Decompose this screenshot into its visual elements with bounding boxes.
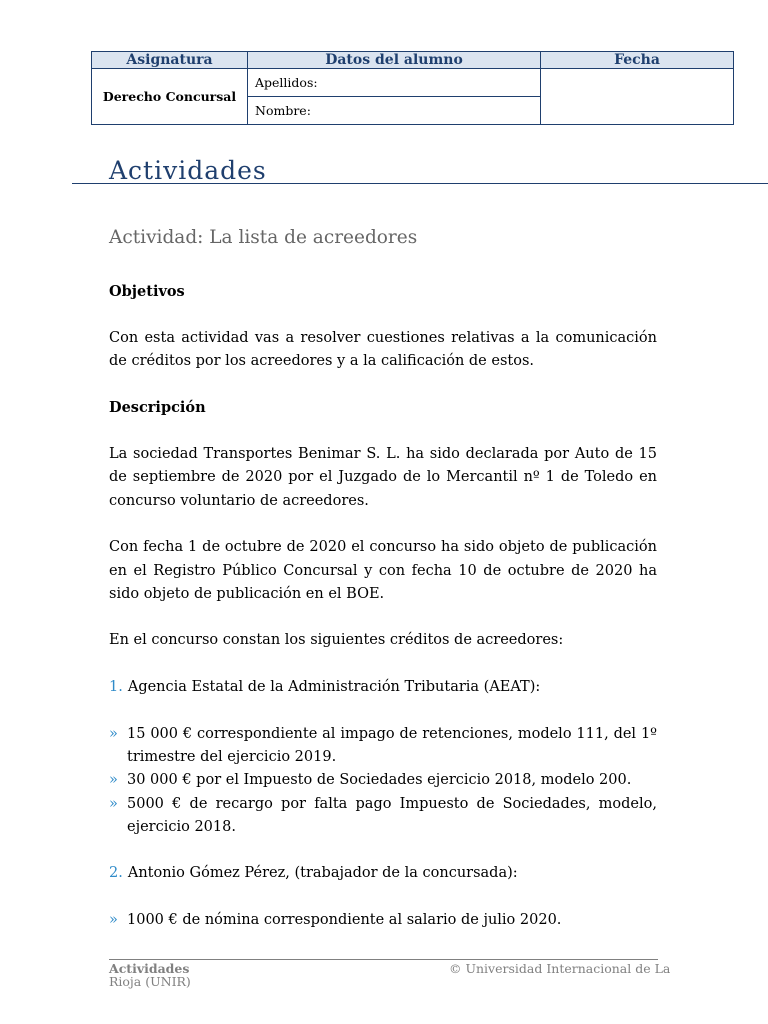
document-body [109,280,657,956]
footer-sub: Rioja (UNIR) [109,974,191,989]
bullet-icon: » [109,795,118,812]
date-field[interactable] [541,69,734,125]
claim-text: 15 000 € correspondiente al impago de retenciones, modelo 111, del 1º trimestre del ejercicio 2019. [127,725,657,765]
header-col-subject: Asignatura [92,52,248,69]
creditor-claims-list [109,723,657,839]
page-title: Actividades [109,156,267,185]
footer-title: Actividades [109,961,190,976]
name-field[interactable]: Nombre: [248,97,541,125]
header-col-date: Fecha [541,52,734,69]
creditor-number: 2. [109,865,123,882]
surname-field[interactable]: Apellidos: [248,69,541,97]
header-col-student: Datos del alumno [248,52,541,69]
subject-value: Derecho Concursal [92,69,248,125]
claim-text: 1000 € de nómina correspondiente al salario de julio 2020. [127,912,562,929]
bullet-icon: » [109,725,118,742]
creditor-heading [109,862,657,885]
claim-item [109,909,657,932]
description-heading: Descripción [109,399,206,417]
footer-divider [109,959,658,960]
creditor-number: 1. [109,679,123,696]
activity-subtitle: Actividad: La lista de acreedores [109,227,418,248]
creditor-name: Antonio Gómez Pérez, (trabajador de la concursada): [127,865,518,882]
claim-text: 30 000 € por el Impuesto de Sociedades ejercicio 2018, modelo 200. [127,772,632,789]
creditor-name: Agencia Estatal de la Administración Tributaria (AEAT): [127,679,541,696]
claim-item [109,723,657,770]
bullet-icon: » [109,912,118,929]
bullet-icon: » [109,772,118,789]
claim-item [109,769,657,792]
creditor-claims-list [109,909,657,932]
footer-left [109,962,369,988]
description-paragraph-3: En el concurso constan los siguientes créditos de acreedores: [109,632,564,649]
claim-text: 5000 € de recargo por falta pago Impuesto de Sociedades, modelo, ejercicio 2018. [127,795,657,835]
header-table [91,51,734,125]
claim-item [109,793,657,840]
footer-copyright: © Universidad Internacional de La [449,961,671,976]
objectives-text: Con esta actividad vas a resolver cuestiones relativas a la comunicación de créditos por los acreedores y a la calificación de estos. [109,329,657,369]
title-divider [72,183,768,184]
creditor-heading [109,676,657,699]
objectives-heading: Objetivos [109,283,185,300]
description-paragraph-1: La sociedad Transportes Benimar S. L. ha sido declarada por Auto de 15 de septiembre de 2020 por el Juzgado de lo Mercantil nº 1 de Toledo en concurso voluntario de acreedores. [109,446,657,509]
description-paragraph-2: Con fecha 1 de octubre de 2020 el concurso ha sido objeto de publicación en el Registro Público Concursal y con fecha 10 de octubre de 2020 ha sido objeto de publicación en el BOE. [109,539,657,602]
